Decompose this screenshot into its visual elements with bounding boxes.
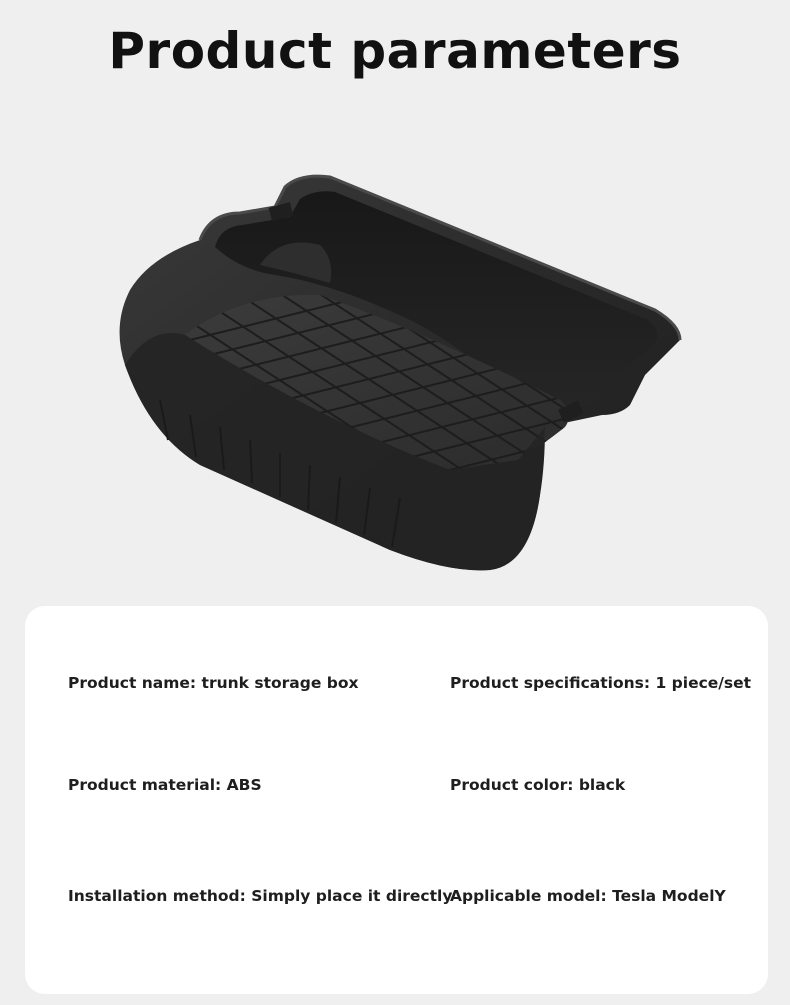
spec-installation-method: Installation method: Simply place it directly: [68, 887, 453, 905]
spec-applicable-model: Applicable model: Tesla ModelY: [450, 887, 726, 905]
trunk-storage-box-image: [90, 165, 700, 585]
page-title: Product parameters: [108, 22, 682, 80]
spec-card: [25, 606, 768, 994]
spec-product-material: Product material: ABS: [68, 776, 262, 794]
spec-product-name: Product name: trunk storage box: [68, 674, 359, 692]
spec-product-color: Product color: black: [450, 776, 626, 794]
spec-product-specifications: Product specifications: 1 piece/set: [450, 674, 752, 692]
